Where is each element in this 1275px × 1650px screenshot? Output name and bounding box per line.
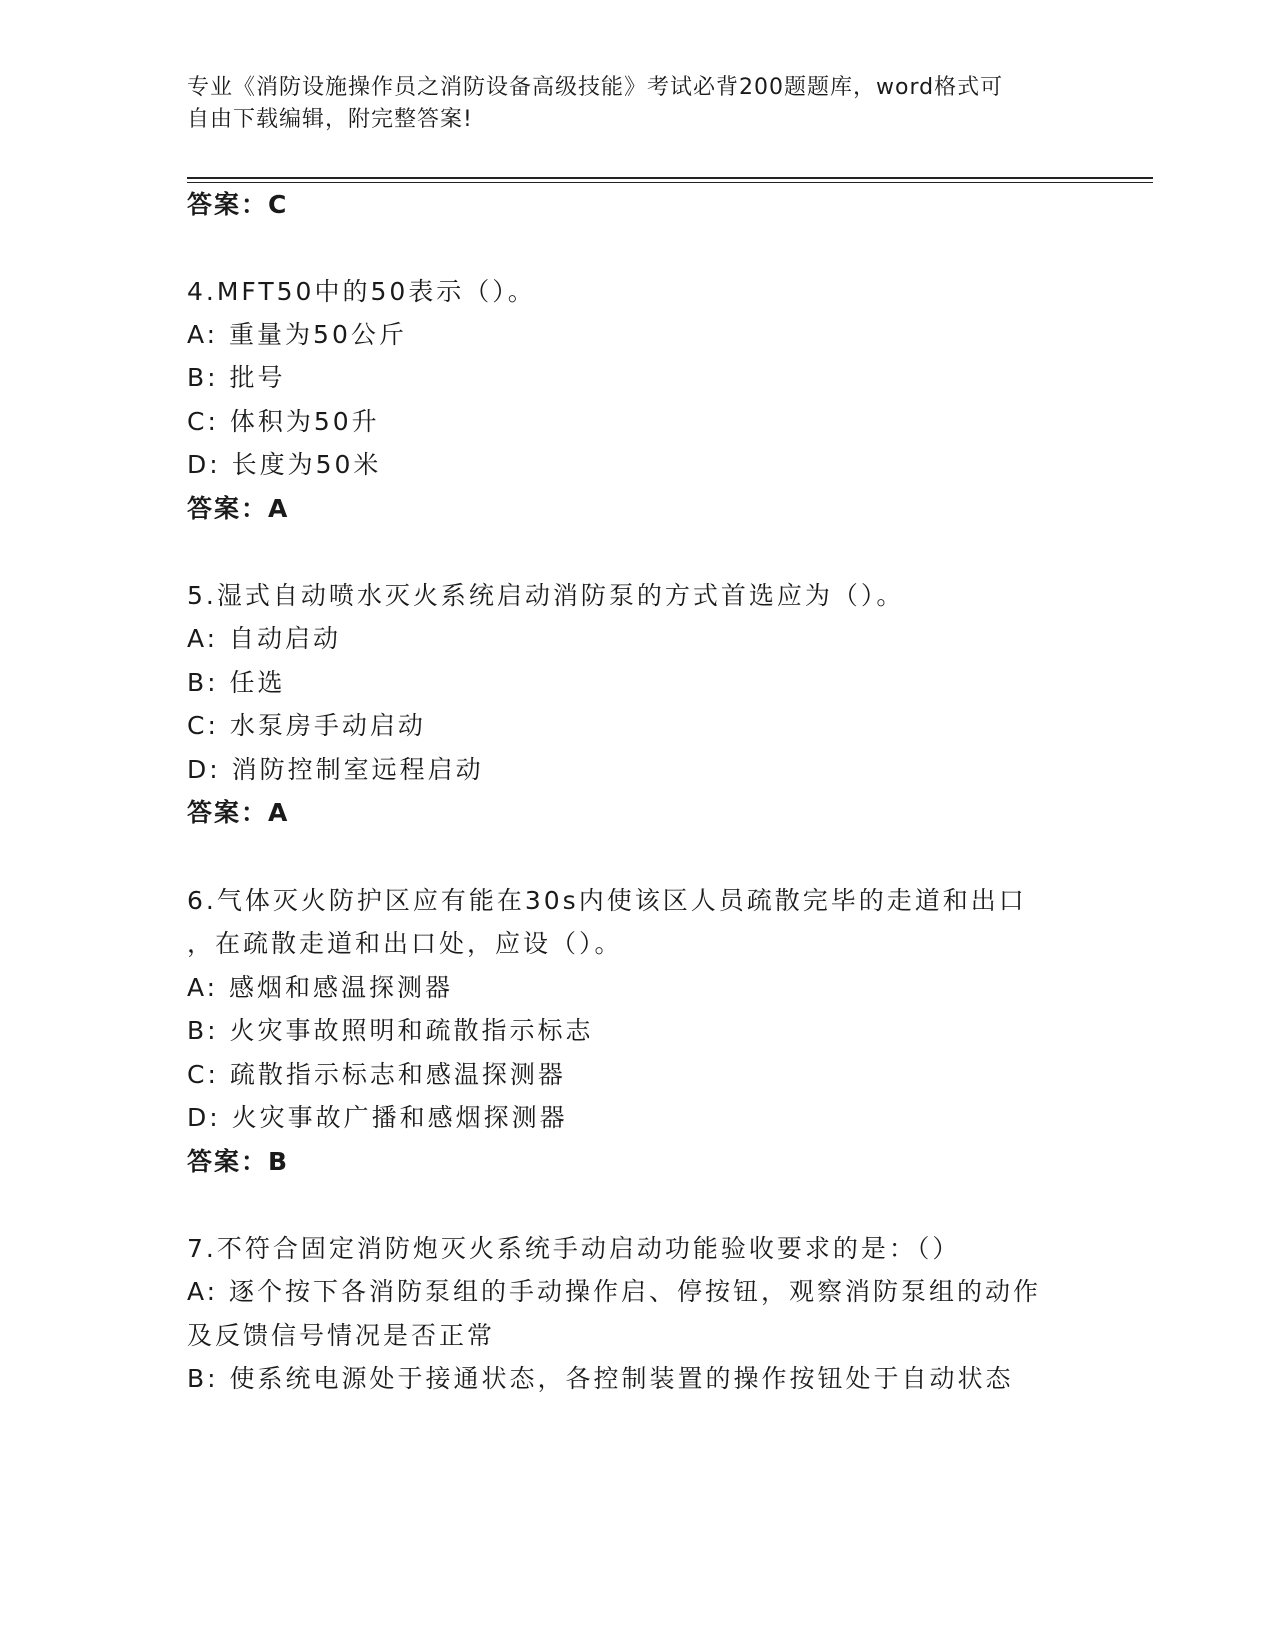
question-7-text: 7.不符合固定消防炮灭火系统手动启动功能验收要求的是：（） [187,1234,961,1263]
question-4-option-c: C: 体积为50升 [187,407,380,436]
question-7-option-a-line-2: 及反馈信号情况是否正常 [187,1321,496,1350]
question-4-text: 4.MFT50中的50表示（）。 [187,277,536,306]
answer-q5: 答案：A [187,798,290,827]
question-6-text-line-1: 6.气体灭火防护区应有能在30s内使该区人员疏散完毕的走道和出口 [187,886,1027,915]
question-5-option-b: B: 任选 [187,668,286,697]
header-divider-thin [187,182,1153,183]
question-6-option-b: B: 火灾事故照明和疏散指示标志 [187,1016,594,1045]
question-6-option-a: A: 感烟和感温探测器 [187,973,454,1002]
question-4-option-d: D: 长度为50米 [187,450,382,479]
document-header [187,72,1067,136]
answer-q3: 答案：C [187,190,289,219]
question-5-option-c: C: 水泵房手动启动 [187,711,426,740]
question-5-option-d: D: 消防控制室远程启动 [187,755,484,784]
question-5-option-a: A: 自动启动 [187,624,342,653]
answer-q6: 答案：B [187,1147,290,1176]
header-divider-thick [187,177,1153,179]
question-6-text-line-2: ，在疏散走道和出口处，应设（）。 [187,929,623,958]
header-line-1: 专业《消防设施操作员之消防设备高级技能》考试必背200题题库，word格式可 [187,75,1004,100]
question-6-option-c: C: 疏散指示标志和感温探测器 [187,1060,566,1089]
question-4-option-a: A: 重量为50公斤 [187,320,407,349]
question-5-text: 5.湿式自动喷水灭火系统启动消防泵的方式首选应为（）。 [187,581,905,610]
question-4-option-b: B: 批号 [187,363,286,392]
question-6-option-d: D: 火灾事故广播和感烟探测器 [187,1103,568,1132]
header-line-2: 自由下载编辑，附完整答案! [187,107,473,132]
question-7-option-a-line-1: A: 逐个按下各消防泵组的手动操作启、停按钮，观察消防泵组的动作 [187,1277,1042,1306]
question-7-option-b: B: 使系统电源处于接通状态，各控制装置的操作按钮处于自动状态 [187,1364,1014,1393]
answer-q4: 答案：A [187,494,290,523]
